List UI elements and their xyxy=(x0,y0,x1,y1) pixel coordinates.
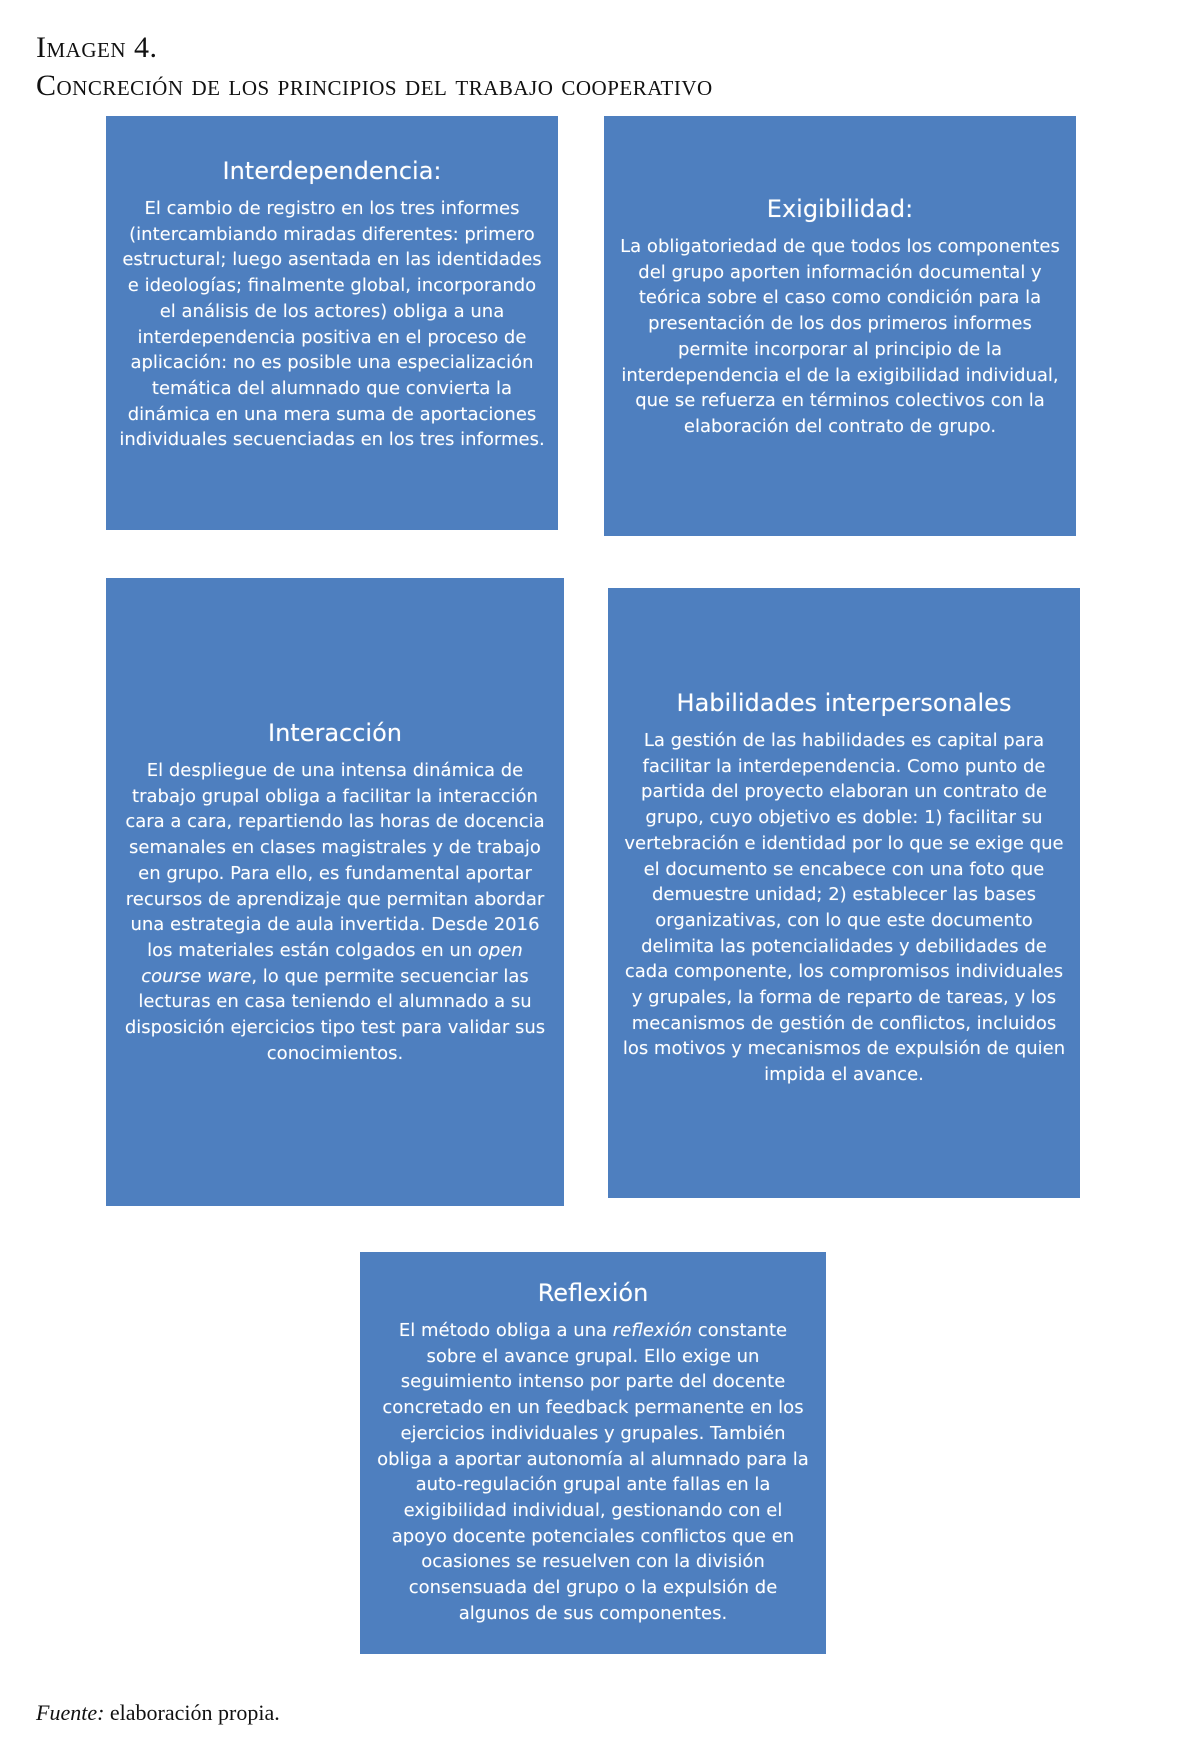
principle-box-reflexion xyxy=(360,1252,826,1654)
principle-box-habilidades xyxy=(608,588,1080,1198)
principle-text-part: El despliegue de una intensa dinámica de trabajo grupal obliga a facilitar la interacción cara a cara, repartiendo las horas de docencia semanales en clases magistrales y de trabajo en grupo. Para ello, es fundamental aportar recursos de aprendizaje que permitan abordar una estrategia de aula invertida. Desde 2016 los materiales están colgados en un xyxy=(125,760,545,961)
principle-text-italic: open course ware xyxy=(141,939,523,987)
principle-text-part: El método obliga a una xyxy=(398,1320,613,1341)
figure-label: Imagen 4. xyxy=(36,31,158,64)
principle-title: Exigibilidad: xyxy=(766,195,914,223)
principle-box-interaccion xyxy=(106,578,564,1206)
figure-title: Concreción de los principios del trabajo cooperativo xyxy=(36,69,713,102)
principle-box-interdependencia xyxy=(106,116,558,530)
principle-box-exigibilidad xyxy=(604,116,1076,536)
source-text: elaboración propia. xyxy=(104,1700,280,1725)
principle-text-part: , lo que permite secuenciar las lecturas en casa teniendo el alumnado a su disposición ejercicios tipo test para validar sus conocimientos. xyxy=(124,965,546,1064)
principle-text: La gestión de las habilidades es capital para facilitar la interdependencia. Como punto de partida del proyecto elaboran un contrato de grupo, cuyo objetivo es doble: 1) facilitar su vertebración e identidad por lo que se exige que el documento se encabece con una foto que demuestre unidad; 2) establecer las bases organizativas, con lo que este documento delimita las potencialidades y debilidades de cada componente, los compromisos individuales y grupales, la forma de reparto de tareas, y los mecanismos de gestión de conflictos, incluidos los motivos y mecanismos de expulsión de quien impida el avance. xyxy=(622,730,1066,1086)
principle-text: La obligatoriedad de que todos los componentes del grupo aporten información documental y teórica sobre el caso como condición para la presentación de los dos primeros informes permite incorporar al principio de la interdependencia el de la exigibilidad individual, que se refuerza en términos colectivos con la elaboración del contrato de grupo. xyxy=(620,236,1060,437)
figure-source xyxy=(36,1700,280,1726)
principle-text xyxy=(377,1318,809,1626)
principle-text-part: constante sobre el avance grupal. Ello exige un seguimiento intenso por parte del docente concretado en un feedback permanente en los ejercicios individuales y grupales. También obliga a aportar autonomía al alumnado para la auto-regulación grupal ante fallas en la exigibilidad individual, gestionando con el apoyo docente potenciales conflictos que en ocasiones se resuelven con la división consensuada del grupo o la expulsión de algunos de sus componentes. xyxy=(377,1320,809,1624)
principle-title: Habilidades interpersonales xyxy=(676,689,1012,717)
principle-title: Reflexión xyxy=(537,1279,649,1307)
principle-title: Interdependencia: xyxy=(222,157,442,185)
principle-text-italic: reflexión xyxy=(612,1320,693,1341)
principle-text: El cambio de registro en los tres informes (intercambiando miradas diferentes: primero estructural; luego asentada en las identidades e ideologías; finalmente global, incorporando el análisis de los actores) obliga a una interdependencia positiva en el proceso de aplicación: no es posible una especialización temática del alumnado que convierta la dinámica en una mera suma de aportaciones individuales secuenciadas en los tres informes. xyxy=(119,198,545,451)
principle-title: Interacción xyxy=(268,719,402,747)
principle-text xyxy=(125,758,545,1066)
source-label: Fuente: xyxy=(36,1700,105,1725)
